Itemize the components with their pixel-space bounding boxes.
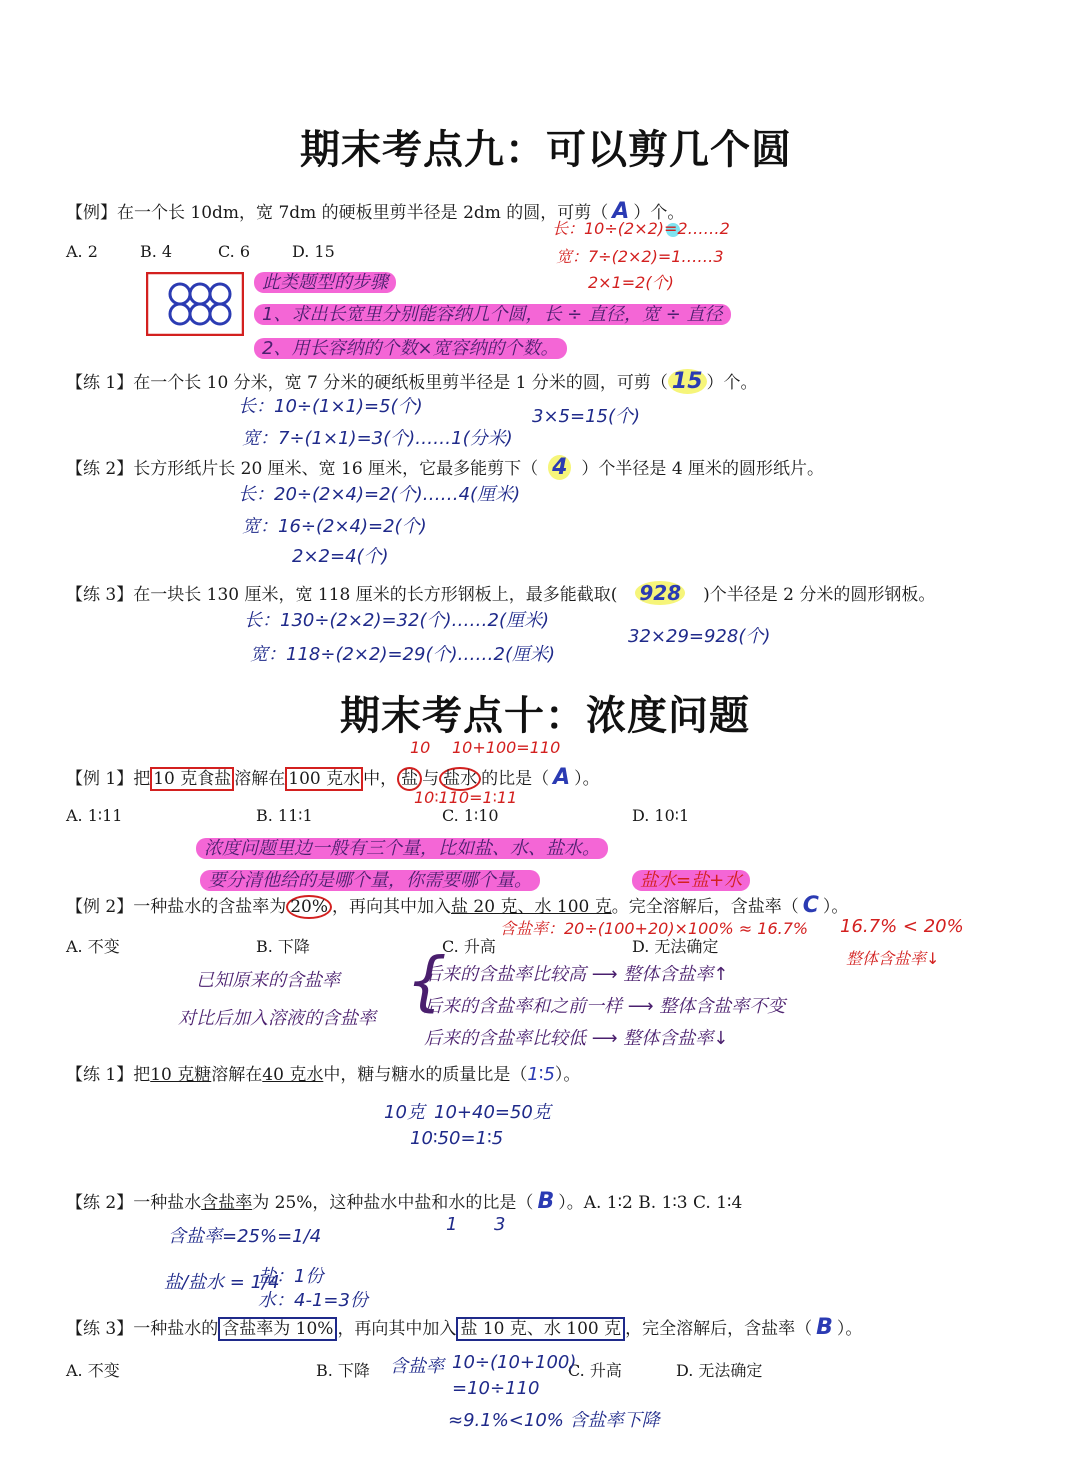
example-option-d: D. 15	[292, 242, 335, 261]
analysis-left-2: 对比后加入溶液的含盐率	[178, 1008, 376, 1029]
note-line-2: 要分清他给的是哪个量，你需要哪个量。	[200, 866, 540, 892]
example-work-length: 长：10÷(2×2)=2……2	[552, 219, 730, 238]
practice-3-question: 【练 3】在一块长 130 厘米，宽 118 厘米的长方形钢板上，最多能截取( 928 )个半径是 2 分米的圆形钢板。	[66, 581, 936, 605]
s2-practice-3-answer: B	[816, 1315, 833, 1340]
s2-practice-3-question: 【练 3】一种盐水的 含盐率为 10% ，再向其中加入 盐 10 克、水 100 克 ，完全溶解后，含盐率（ B ）。	[66, 1315, 863, 1340]
s2-practice-3-work-1: 10÷(10+100)	[452, 1352, 577, 1373]
s2-example-1-answer: A	[553, 765, 571, 790]
s2-practice-2-work-water: 水：4-1=3份	[258, 1290, 368, 1311]
s2-example-1-option-b: B. 11∶1	[256, 806, 313, 825]
circles-diagram	[146, 272, 244, 336]
example-answer: A	[612, 199, 630, 224]
s2-example-1-option-d: D. 10∶1	[632, 806, 690, 825]
s2-practice-3-work-label: 含盐率	[390, 1356, 444, 1377]
practice-1-answer: 15	[668, 369, 707, 394]
s2-practice-2-work-salt: 盐：1份	[258, 1266, 324, 1287]
steps-step-2: 2、用长容纳的个数×宽容纳的个数。	[254, 334, 567, 360]
s2-practice-2-question: 【练 2】一种盐水含盐率为 25%，这种盐水中盐和水的比是（ B ）。A. 1∶2 B. 1∶3 C. 1∶4	[66, 1189, 743, 1214]
steps-heading: 此类题型的步骤	[254, 268, 396, 294]
example-work-width: 宽：7÷(2×2)=1……3	[556, 247, 724, 266]
practice-3-work-length: 长：130÷(2×2)=32(个)……2(厘米)	[244, 610, 549, 631]
analysis-right-3: 后来的含盐率比较低 ⟶ 整体含盐率↓	[424, 1028, 729, 1049]
note-line-1: 浓度问题里边一般有三个量，比如盐、水、盐水。	[196, 834, 608, 860]
example-option-a: A. 2	[66, 242, 98, 261]
s2-example-2-answer: C	[802, 893, 819, 918]
analysis-right-1: 后来的含盐率比较高 ⟶ 整体含盐率↑	[424, 964, 729, 985]
s2-practice-3-option-c: C. 升高	[568, 1361, 622, 1380]
analysis-brace: {	[406, 945, 447, 1019]
s2-practice-2-work-fraction: 盐/盐水 = 1/4	[164, 1272, 280, 1293]
practice-2-work-width: 宽：16÷(2×4)=2(个)	[242, 516, 427, 537]
analysis-right-2: 后来的含盐率和之前一样 ⟶ 整体含盐率不变	[424, 996, 786, 1017]
s2-practice-1-work-ratio: 10∶50=1∶5	[410, 1128, 504, 1149]
s2-practice-2-mark-water: 3	[494, 1214, 506, 1235]
practice-3-work-width: 宽：118÷(2×2)=29(个)……2(厘米)	[250, 644, 555, 665]
practice-1-work-length: 长：10÷(1×1)=5(个)	[238, 396, 423, 417]
s2-practice-2-work-rate: 含盐率=25%=1/4	[168, 1226, 322, 1247]
s2-example-2-option-b: B. 下降	[256, 937, 310, 956]
s2-example-2-option-c: C. 升高	[442, 937, 496, 956]
s2-practice-1-question: 【练 1】把10 克糖溶解在40 克水中，糖与糖水的质量比是（1∶5）。	[66, 1064, 581, 1085]
s2-practice-3-option-d: D. 无法确定	[676, 1361, 763, 1380]
practice-1-question: 【练 1】在一个长 10 分米，宽 7 分米的硬纸板里剪半径是 1 分米的圆，可剪（ 15 ）个。	[66, 369, 758, 394]
practice-3-work-product: 32×29=928(个)	[628, 626, 771, 647]
steps-step-1: 1、求出长宽里分别能容纳几个圆，长 ÷ 直径，宽 ÷ 直径	[254, 300, 731, 326]
example-option-b: B. 4	[140, 242, 173, 261]
practice-3-answer: 928	[635, 581, 685, 605]
s2-practice-3-option-b: B. 下降	[316, 1361, 370, 1380]
s2-example-2-question: 【例 2】一种盐水的含盐率为 20% ，再向其中加入盐 20 克、水 100 克。完全溶解后，含盐率（ C ）。	[66, 893, 849, 918]
s2-example-1-work-brine: 10+100=110	[452, 738, 561, 757]
practice-2-question: 【练 2】长方形纸片长 20 厘米、宽 16 厘米，它最多能剪下（ 4 ）个半径是 4 厘米的圆形纸片。	[66, 455, 825, 480]
s2-example-1-question: 【例 1】把 10 克食盐 溶解在 100 克水 中， 盐 与 盐水 的比是（ A ）。	[66, 765, 600, 790]
practice-2-work-length: 长：20÷(2×4)=2(个)……4(厘米)	[238, 484, 521, 505]
s2-example-1-option-a: A. 1∶11	[66, 806, 123, 825]
s2-practice-1-answer: 1∶5	[527, 1064, 555, 1085]
note-formula: 盐水=盐+水	[632, 866, 750, 892]
section-2-title: 期末考点十：浓度问题	[340, 693, 750, 739]
s2-practice-3-work-3: ≈9.1%<10% 含盐率下降	[448, 1410, 660, 1431]
s2-practice-2-mark-salt: 1	[446, 1214, 458, 1235]
s2-example-2-compare: 16.7% < 20%	[840, 916, 964, 937]
analysis-left-1: 已知原来的含盐率	[196, 970, 340, 991]
practice-2-work-product: 2×2=4(个)	[292, 546, 389, 567]
practice-1-work-product: 3×5=15(个)	[532, 406, 641, 427]
s2-example-1-work-salt: 10	[410, 738, 431, 757]
s2-example-2-option-d: D. 无法确定	[632, 937, 719, 956]
example-option-c: C. 6	[218, 242, 251, 261]
s2-example-1-option-c: C. 1∶10	[442, 806, 499, 825]
s2-practice-3-option-a: A. 不变	[66, 1361, 120, 1380]
s2-example-2-conclusion: 整体含盐率↓	[846, 949, 940, 968]
s2-example-2-option-a: A. 不变	[66, 937, 120, 956]
s2-example-2-calc: 含盐率：20÷(100+20)×100% ≈ 16.7%	[500, 919, 809, 938]
s2-practice-3-work-2: =10÷110	[452, 1378, 540, 1399]
s2-practice-1-work-sugar: 10克	[384, 1102, 425, 1123]
s2-example-1-work-ratio: 10∶110=1∶11	[414, 788, 518, 807]
example-work-product: 2×1=2(个)	[588, 273, 674, 292]
s2-practice-2-answer: B	[537, 1189, 555, 1214]
example-question: 【例】在一个长 10dm，宽 7dm 的硬板里剪半径是 2dm 的圆，可剪（ A ）个。	[66, 199, 685, 224]
practice-2-answer: 4	[548, 455, 571, 480]
section-1-title: 期末考点九：可以剪几个圆	[300, 127, 792, 173]
practice-1-work-width: 宽：7÷(1×1)=3(个)……1(分米)	[242, 428, 513, 449]
s2-practice-1-work-total: 10+40=50克	[434, 1102, 551, 1123]
